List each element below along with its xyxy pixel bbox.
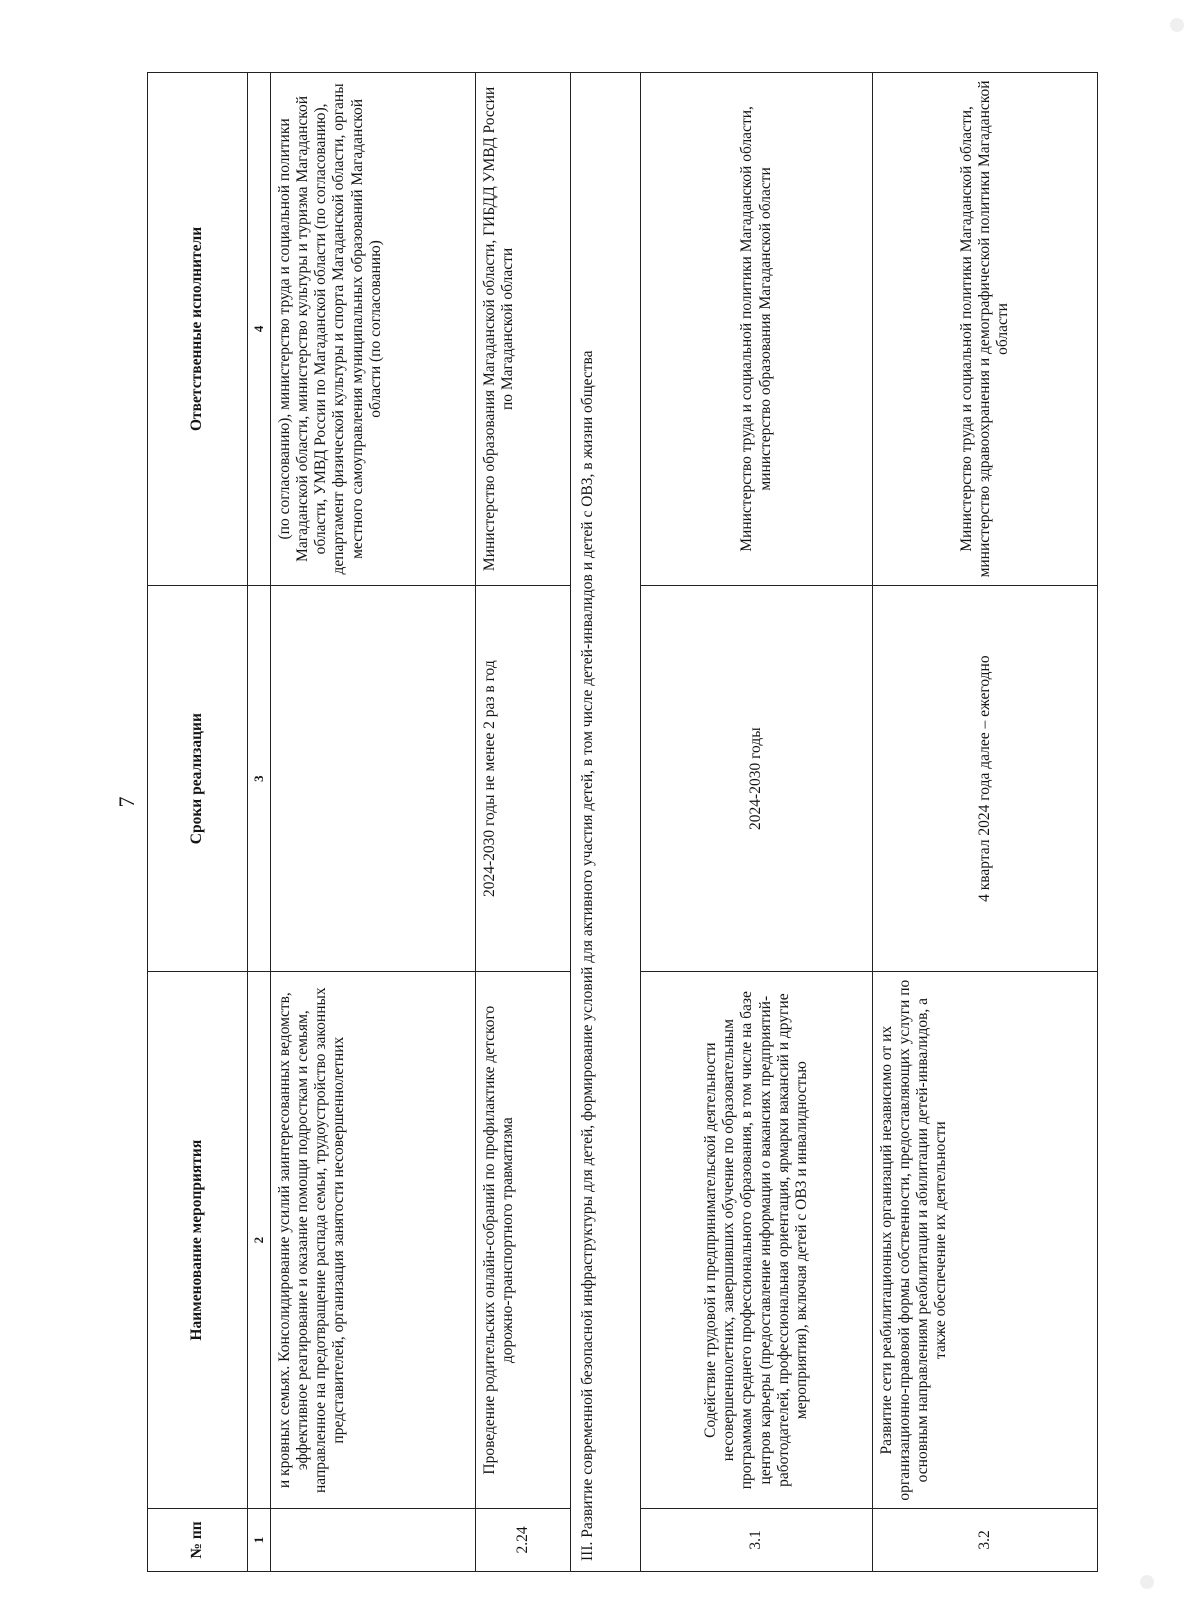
rotated-table-container bbox=[147, 72, 1097, 1572]
table-header-row bbox=[148, 73, 248, 1572]
measures-table bbox=[147, 72, 1098, 1572]
header-num: № пп bbox=[148, 1508, 248, 1571]
row-name: Проведение родительских онлайн-собраний по профилактике детского дорожно-транспортного травматизма bbox=[476, 972, 571, 1508]
column-index: 4 bbox=[248, 73, 271, 586]
scan-punch-mark bbox=[1140, 1575, 1154, 1589]
row-term bbox=[271, 585, 476, 972]
table-row bbox=[476, 73, 571, 1572]
header-term: Сроки реализации bbox=[148, 585, 248, 972]
table-row bbox=[641, 73, 873, 1572]
column-index: 3 bbox=[248, 585, 271, 972]
table-row bbox=[873, 73, 1098, 1572]
row-exec: Министерство труда и социальной политики Магаданской области, министерство образования Магаданской области bbox=[641, 73, 873, 586]
row-name: Развитие сети реабилитационных организаций независимо от их организационно-правовой формы собственности, предоставляющих услуги по основным направлениям реабилитации и абилитации детей-инвалидов, а также обеспечение их деятельности bbox=[873, 972, 1098, 1508]
row-exec: Министерство труда и социальной политики Магаданской области, министерство здравоохранения и демографической политики Магаданской области bbox=[873, 73, 1098, 586]
row-exec: Министерство образования Магаданской области, ГИБДД УМВД России по Магаданской области bbox=[476, 73, 571, 586]
row-num: 3.2 bbox=[873, 1508, 1098, 1571]
row-term: 2024-2030 годы bbox=[641, 585, 873, 972]
row-exec: (по согласованию), министерство труда и социальной политики Магаданской области, министерство культуры и туризма Магаданской области, УМВД России по Магаданской области (по согласованию), департамент физической культуры и спорта Магаданской области, органы местного самоуправления муниципальных образований Магаданской области (по согласованию) bbox=[271, 73, 476, 586]
row-term: 4 квартал 2024 года далее – ежегодно bbox=[873, 585, 1098, 972]
column-index: 1 bbox=[248, 1508, 271, 1571]
row-num: 3.1 bbox=[641, 1508, 873, 1571]
header-exec: Ответственные исполнители bbox=[148, 73, 248, 586]
row-term: 2024-2030 годы не менее 2 раз в год bbox=[476, 585, 571, 972]
page-number: 7 bbox=[114, 796, 139, 808]
row-name: Содействие трудовой и предпринимательской деятельности несовершеннолетних, завершивших обучение по образовательным программам среднего профессионального образования, в том числе на базе центров карьеры (предоставление информации о вакансиях предприятий-работодателей, профессиональная ориентация, ярмарки вакансий и другие мероприятия), включая детей с ОВЗ и инвалидностью bbox=[641, 972, 873, 1508]
header-name: Наименование мероприятия bbox=[148, 972, 248, 1508]
row-name: и кровных семьях. Консолидирование усилий заинтересованных ведомств, эффективное реагирование и оказание помощи подросткам и семьям, направленное на предотвращение распада семьи, трудоустройство законных представителей, организация занятости несовершеннолетних bbox=[271, 972, 476, 1508]
column-index-row bbox=[248, 73, 271, 1572]
row-num: 2.24 bbox=[476, 1508, 571, 1571]
table-row bbox=[271, 73, 476, 1572]
section-row bbox=[571, 73, 641, 1572]
section-title: III. Развитие современной безопасной инфраструктуры для детей, формирование условий для активного участия детей, в том числе детей-инвалидов и детей с ОВЗ, в жизни общества bbox=[571, 73, 641, 1572]
row-num bbox=[271, 1508, 476, 1571]
scan-punch-mark bbox=[1170, 18, 1184, 32]
column-index: 2 bbox=[248, 972, 271, 1508]
